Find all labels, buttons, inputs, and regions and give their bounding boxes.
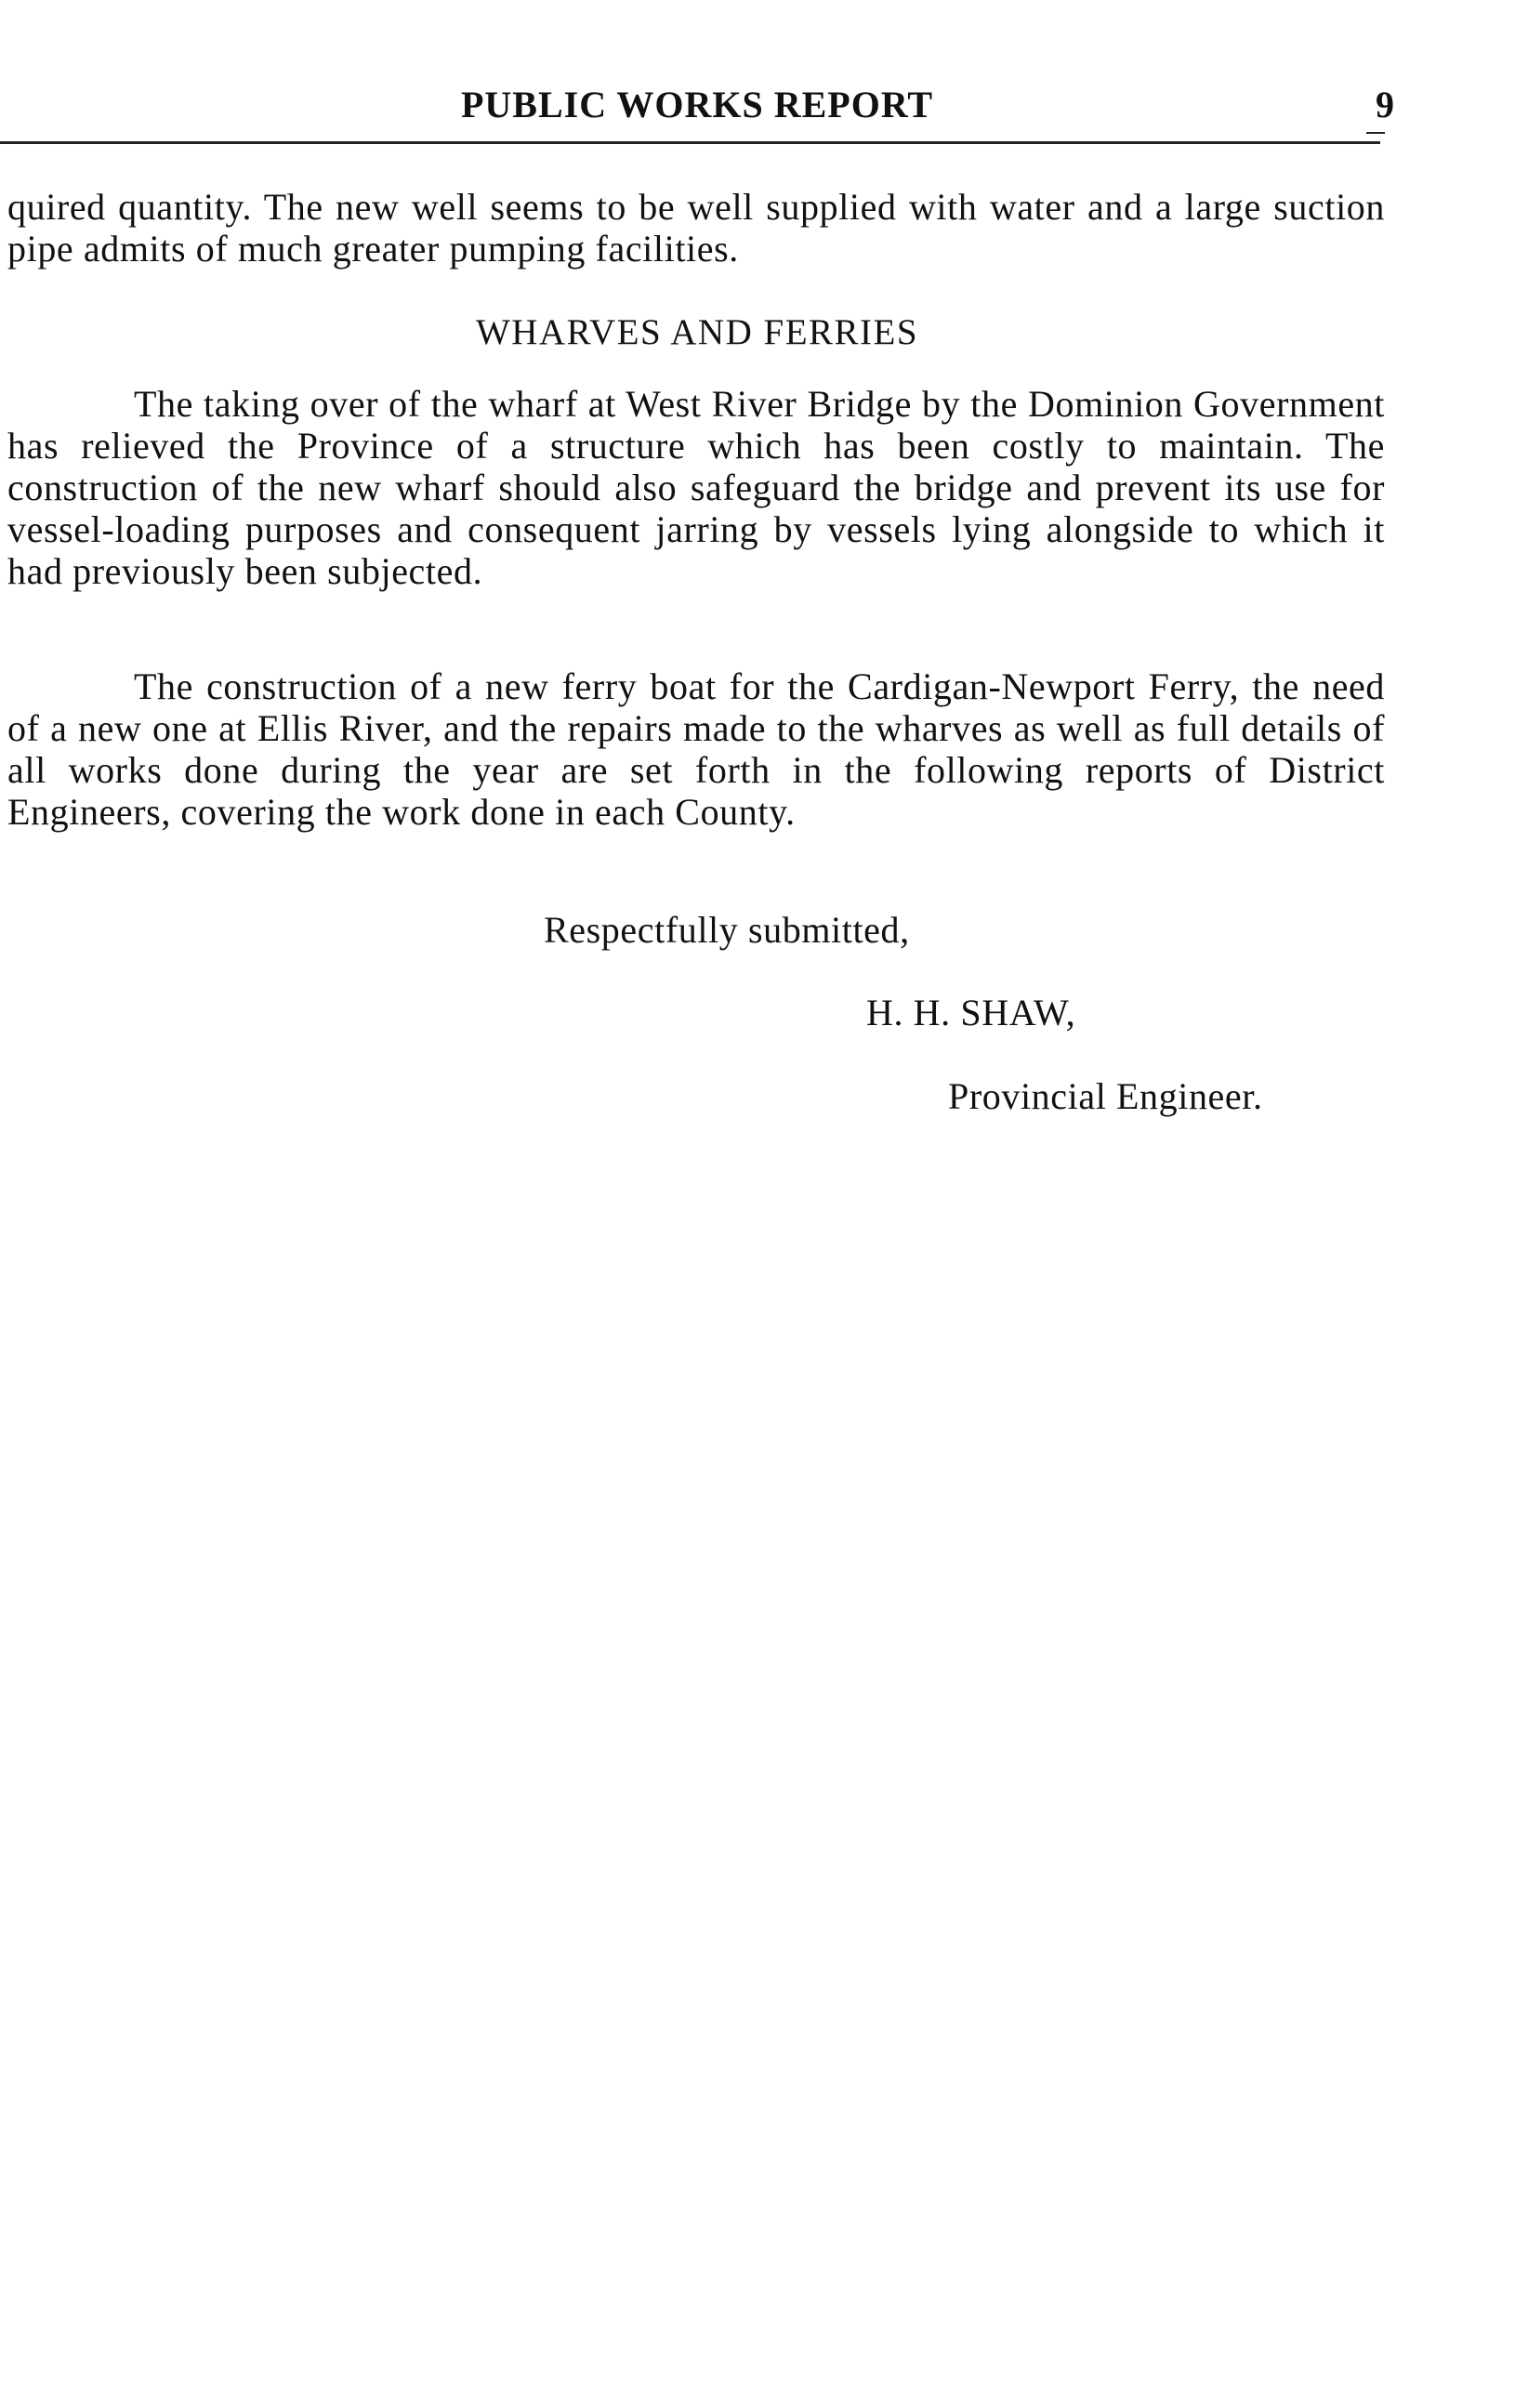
paragraph-wharves: The taking over of the wharf at West River Bridge by the Dominion Government has relieved the Province of a structure which has been costly to maintain. The construction of the new wharf should also safeguard the bridge and prevent its use for vessel-loading purposes and consequent jarring by vessels lying alongside to which it had previously been subjected. — [7, 383, 1385, 592]
closing-salutation: Respectfully submitted, — [544, 909, 910, 951]
header-rule-tick — [1366, 132, 1385, 134]
signatory-title: Provincial Engineer. — [948, 1075, 1263, 1117]
section-heading: WHARVES AND FERRIES — [475, 312, 919, 352]
paragraph-continued: quired quantity. The new well seems to be well supplied with water and a large suction pipe admits of much greater pumping facilities. — [7, 186, 1385, 270]
running-title: PUBLIC WORKS REPORT — [460, 84, 934, 125]
signatory-name: H. H. SHAW, — [866, 992, 1076, 1033]
page-number: 9 — [1376, 84, 1394, 125]
header-rule — [0, 141, 1380, 144]
page-header — [0, 82, 1394, 138]
paragraph-ferries: The construction of a new ferry boat for the Cardigan-Newport Ferry, the need of a new one at Ellis River, and the repairs made to the wharves as well as full details of all works done during the year are set forth in the following reports of District Engineers, covering the work done in each County. — [7, 665, 1385, 833]
